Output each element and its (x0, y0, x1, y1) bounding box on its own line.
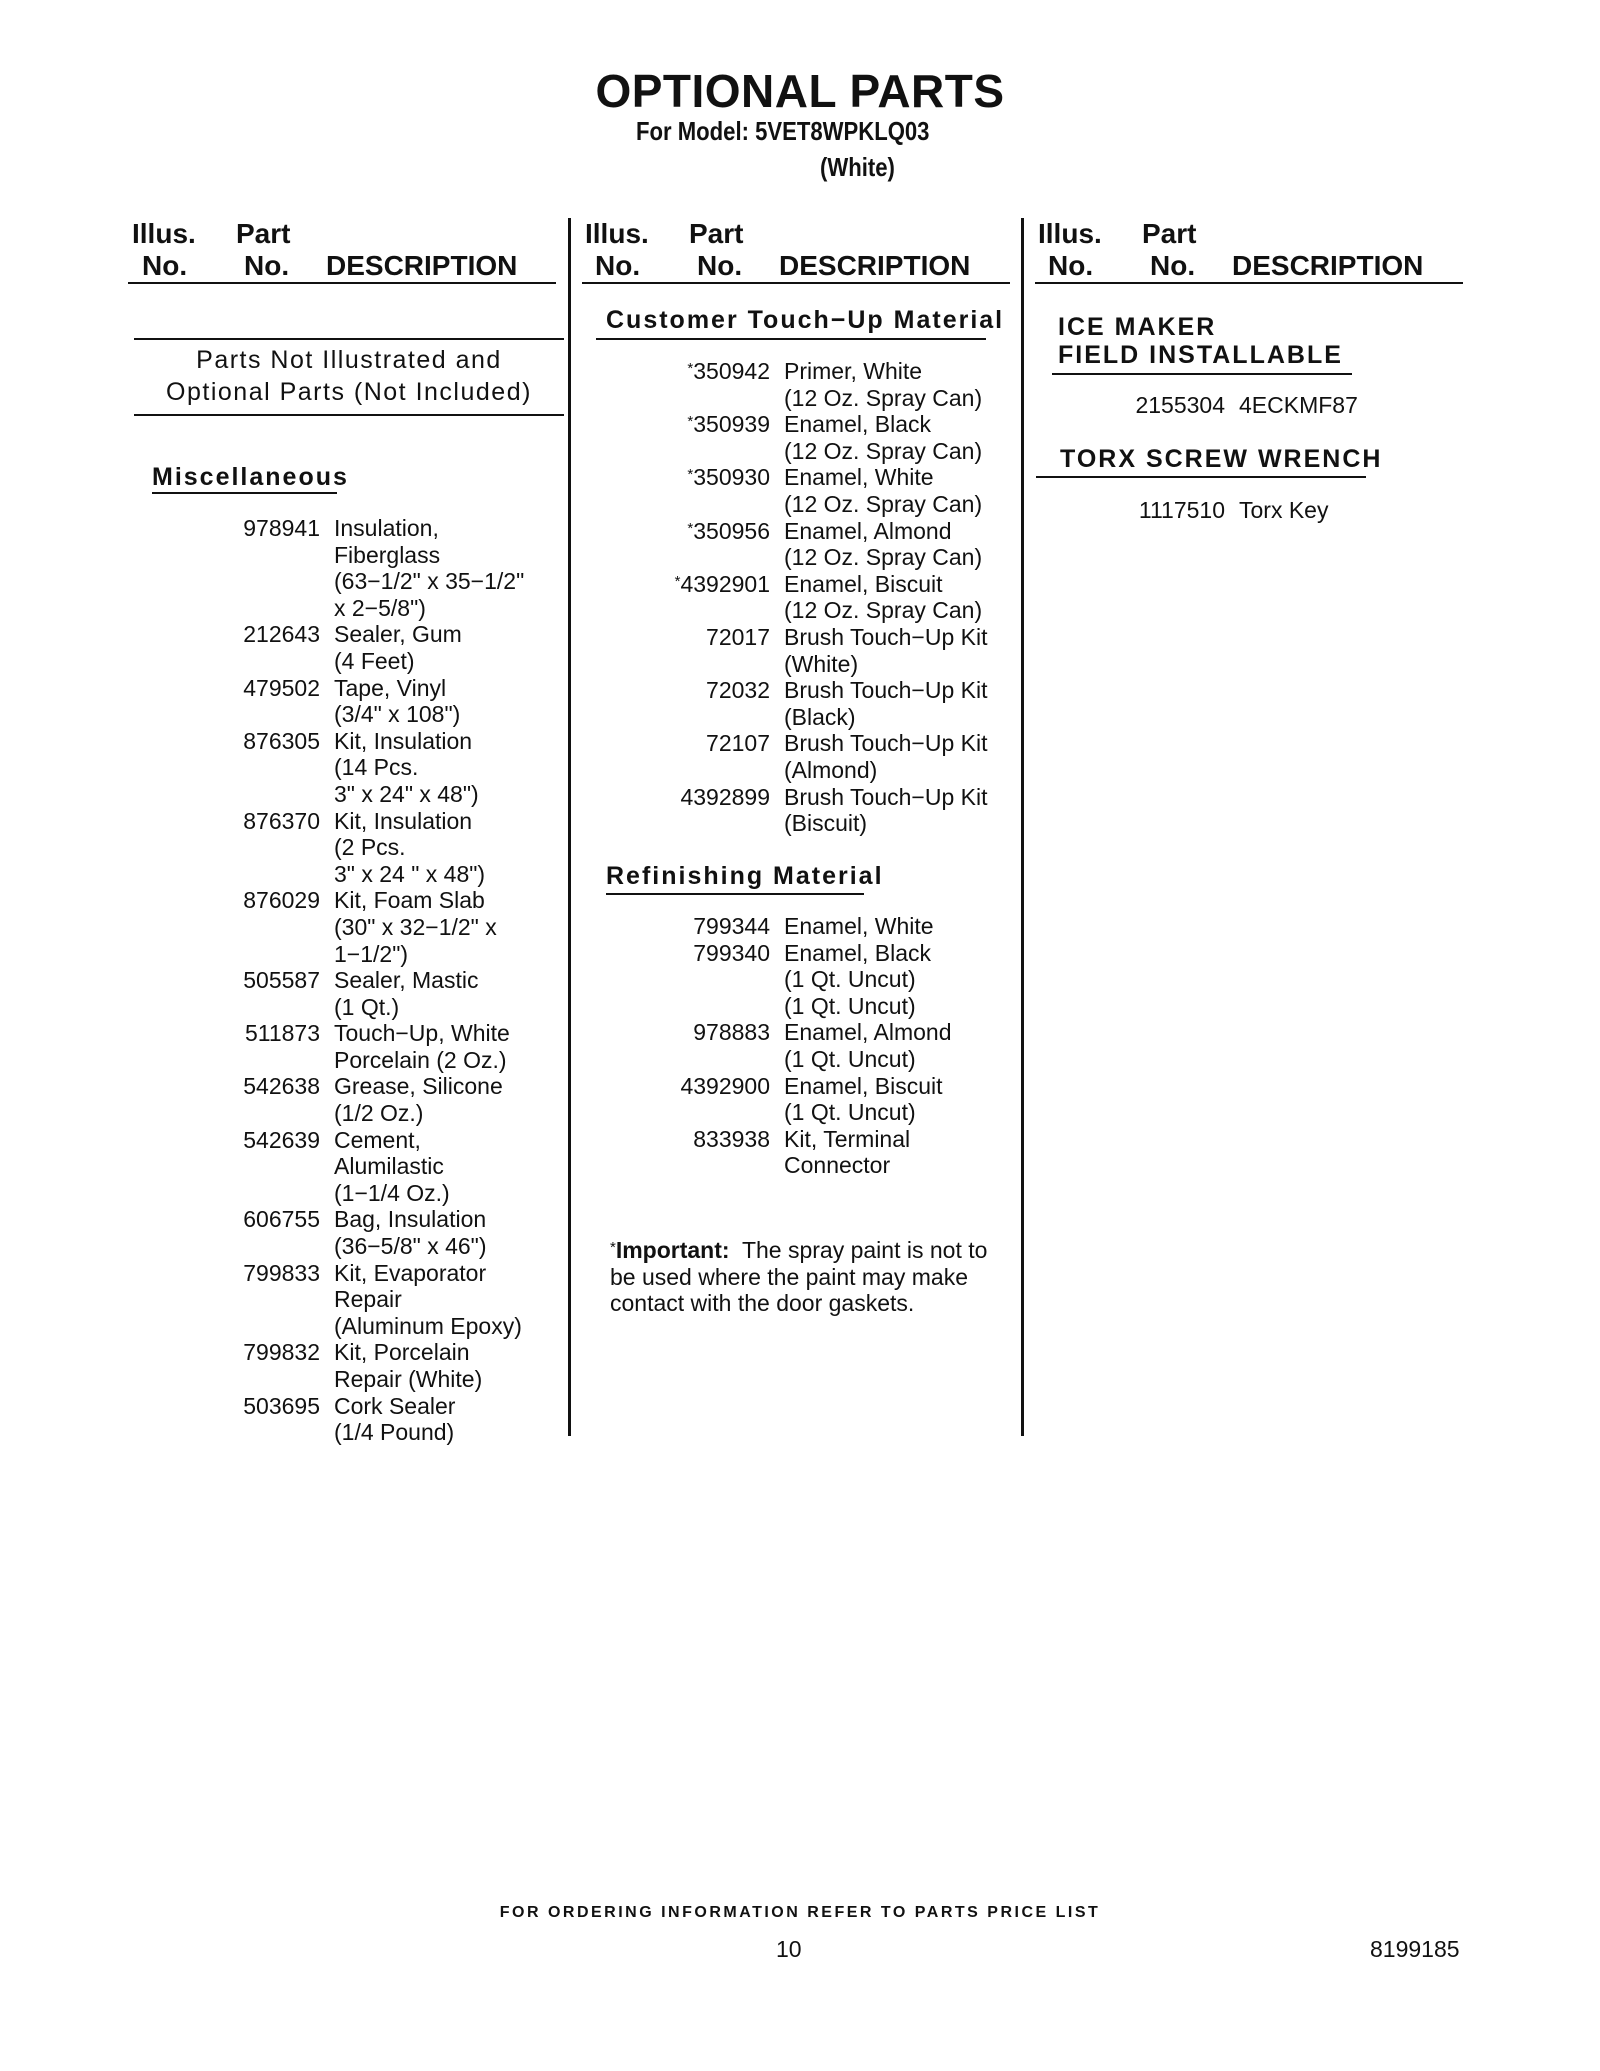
icemaker-title-line-1: ICE MAKER (1058, 313, 1217, 341)
part-row (200, 1073, 560, 1126)
part-number (640, 1073, 770, 1126)
refinish-parts-list (640, 913, 1020, 1179)
part-row (200, 887, 560, 967)
part-row (640, 1126, 1020, 1179)
part-row (640, 913, 1020, 940)
misc-section-underline (152, 492, 337, 494)
part-description: Brush Touch−Up Kit (Black) (784, 677, 988, 730)
part-description: Torx Key (1239, 497, 1329, 523)
part-number-text: 876305 (243, 727, 320, 754)
part-number-text: 212643 (243, 621, 320, 648)
part-number (200, 1206, 320, 1259)
part-number-text: 799344 (693, 913, 770, 939)
part-no-label: No. (697, 250, 743, 281)
part-description: Cork Sealer (1/4 Pound) (334, 1392, 456, 1446)
part-description: Brush Touch−Up Kit (Biscuit) (784, 783, 988, 837)
part-row (200, 675, 560, 728)
not-illustrated-heading (134, 344, 564, 408)
part-number-text: 799833 (243, 1259, 320, 1286)
part-description: Brush Touch−Up Kit (White) (784, 623, 988, 677)
box-top-rule (134, 338, 564, 340)
part-number-text: 4392901 (680, 570, 770, 597)
part-row (640, 358, 1020, 411)
part-number-text: 799340 (693, 939, 770, 966)
part-description: Kit, Insulation (14 Pcs. 3" x 24" x 48") (334, 727, 479, 807)
part-description: Enamel, Black (12 Oz. Spray Can) (784, 411, 983, 464)
part-number (640, 677, 770, 730)
part-description: Enamel, White (784, 913, 934, 939)
part-label: Part (236, 218, 291, 249)
part-description: Kit, Insulation (2 Pcs. 3" x 24 " x 48") (334, 807, 486, 887)
part-row (640, 1019, 1020, 1072)
part-number-text: 72032 (706, 677, 770, 704)
part-row (200, 808, 560, 888)
part-number (640, 730, 770, 783)
part-description: Enamel, Biscuit (12 Oz. Spray Can) (784, 570, 983, 624)
part-number-text: 72107 (706, 730, 770, 757)
part-number (200, 515, 320, 621)
illus-no-label: No. (142, 250, 188, 281)
asterisk-marker: * (674, 572, 681, 590)
part-number (640, 913, 770, 940)
part-number-text: 4392899 (680, 783, 770, 810)
part-row (640, 1073, 1020, 1126)
part-number (200, 1260, 320, 1340)
part-number-text: 4392900 (680, 1072, 770, 1099)
note-label: Important: (615, 1237, 730, 1263)
part-no-label: No. (244, 250, 290, 281)
part-number (640, 518, 770, 571)
part-description: Sealer, Mastic (1 Qt.) (334, 967, 479, 1020)
refinish-section-underline (606, 893, 864, 895)
icemaker-title-line-2: FIELD INSTALLABLE (1058, 341, 1343, 369)
part-number (200, 808, 320, 888)
note-asterisk: * (610, 1239, 616, 1256)
part-description: Kit, Evaporator Repair (Aluminum Epoxy) (334, 1259, 522, 1339)
part-row (640, 464, 1020, 517)
part-number (200, 1393, 320, 1446)
page-number: 10 (776, 1936, 802, 1962)
part-row (200, 621, 560, 674)
part-label: Part (689, 218, 744, 249)
misc-section-title: Miscellaneous (152, 463, 349, 491)
part-row (640, 571, 1020, 624)
part-row (640, 677, 1020, 730)
part-number (640, 358, 770, 411)
box-bottom-rule (134, 414, 564, 416)
part-row (640, 940, 1020, 1020)
page-title: OPTIONAL PARTS (595, 65, 1005, 117)
part-description: Bag, Insulation (36−5/8" x 46") (334, 1206, 487, 1260)
part-number (640, 784, 770, 837)
part-row (200, 728, 560, 808)
column-divider-2 (1021, 218, 1024, 1436)
part-description: Enamel, Almond (1 Qt. Uncut) (784, 1019, 952, 1072)
part-description: Touch−Up, White Porcelain (2 Oz.) (334, 1020, 510, 1073)
description-label: DESCRIPTION (326, 250, 518, 281)
part-row (640, 784, 1020, 837)
part-description: Enamel, Black (1 Qt. Uncut) (1 Qt. Uncut) (784, 939, 932, 1019)
part-number (640, 624, 770, 677)
part-description: Sealer, Gum (4 Feet) (334, 621, 462, 674)
part-number-text: 606755 (243, 1206, 320, 1233)
part-row (200, 1260, 560, 1340)
part-number: 2155304 (1135, 392, 1225, 418)
part-row (640, 624, 1020, 677)
icemaker-row (1080, 392, 1358, 419)
part-number-text: 503695 (243, 1392, 320, 1419)
torx-section-underline (1036, 476, 1366, 478)
part-description: Brush Touch−Up Kit (Almond) (784, 730, 988, 783)
part-number (200, 1339, 320, 1392)
part-number (200, 887, 320, 967)
part-number (200, 1073, 320, 1126)
part-row (640, 730, 1020, 783)
illus-label: Illus. (1038, 218, 1102, 249)
description-label: DESCRIPTION (779, 250, 971, 281)
torx-row (1080, 497, 1328, 524)
part-number (640, 1019, 770, 1072)
part-number: 1117510 (1138, 497, 1225, 523)
touchup-section-title: Customer Touch−Up Material (606, 306, 1005, 334)
part-row (200, 967, 560, 1020)
part-row (200, 515, 560, 621)
part-description: Kit, Foam Slab (30" x 32−1/2" x 1−1/2") (334, 887, 497, 967)
description-label: DESCRIPTION (1232, 250, 1424, 281)
part-description: Insulation, Fiberglass (63−1/2" x 35−1/2" x 2−5/8") (334, 515, 525, 621)
model-line: For Model: 5VET8WPKLQ03 (636, 116, 930, 146)
box-line-2: Optional Parts (Not Included) (166, 378, 532, 406)
document-number: 8199185 (1370, 1936, 1460, 1962)
part-number-text: 350942 (693, 358, 770, 384)
part-description: Cement, Alumilastic (1−1/4 Oz.) (334, 1126, 450, 1206)
part-number-text: 350939 (693, 411, 770, 438)
part-row (640, 518, 1020, 571)
icemaker-section-title (1058, 313, 1343, 369)
part-row (200, 1393, 560, 1446)
part-description: 4ECKMF87 (1239, 392, 1358, 418)
asterisk-marker: * (687, 360, 694, 377)
note-text: The spray paint is not to be used where the paint may make contact with the door gaskets. (610, 1237, 988, 1317)
header-rule-1 (128, 282, 556, 284)
part-number-text: 542638 (243, 1073, 320, 1100)
illus-no-label: No. (595, 250, 641, 281)
part-number-text: 978883 (693, 1019, 770, 1046)
misc-parts-list (200, 515, 560, 1446)
part-number (200, 675, 320, 728)
torx-section-title: TORX SCREW WRENCH (1060, 445, 1383, 473)
part-number-text: 799832 (243, 1339, 320, 1366)
part-description: Enamel, Biscuit (1 Qt. Uncut) (784, 1072, 943, 1126)
illus-label: Illus. (132, 218, 196, 249)
part-description: Kit, Porcelain Repair (White) (334, 1339, 483, 1392)
important-note (610, 1237, 1000, 1317)
asterisk-marker: * (687, 413, 694, 431)
part-description: Enamel, White (12 Oz. Spray Can) (784, 464, 983, 517)
part-description: Grease, Silicone (1/2 Oz.) (334, 1073, 503, 1127)
part-number-text: 72017 (706, 623, 770, 650)
part-row (640, 411, 1020, 464)
touchup-section-underline (596, 338, 986, 340)
part-number-text: 978941 (243, 515, 320, 541)
color-line: (White) (820, 152, 895, 182)
header-rule-2 (582, 282, 1010, 284)
part-number (640, 464, 770, 517)
part-label: Part (1142, 218, 1197, 249)
part-number (640, 1126, 770, 1179)
part-number (200, 967, 320, 1020)
icemaker-section-underline (1052, 373, 1352, 375)
ordering-info-footer: FOR ORDERING INFORMATION REFER TO PARTS PRICE LIST (499, 1904, 1101, 1921)
part-number-text: 350956 (693, 517, 770, 544)
header-rule-3 (1035, 282, 1463, 284)
part-description: Kit, Terminal Connector (784, 1125, 911, 1179)
part-number (200, 1127, 320, 1207)
part-description: Enamel, Almond (12 Oz. Spray Can) (784, 517, 983, 571)
part-row (200, 1339, 560, 1392)
part-number (200, 728, 320, 808)
part-row (200, 1206, 560, 1259)
column-divider-1 (568, 218, 571, 1436)
part-no-label: No. (1150, 250, 1196, 281)
part-number (640, 571, 770, 624)
refinish-section-title: Refinishing Material (606, 862, 884, 890)
part-row (200, 1127, 560, 1207)
part-number (640, 940, 770, 1020)
part-number-text: 876370 (243, 807, 320, 834)
part-row (200, 1020, 560, 1073)
part-number-text: 350930 (693, 464, 770, 491)
asterisk-marker: * (687, 519, 694, 537)
touchup-parts-list (640, 358, 1020, 837)
part-number-text: 833938 (693, 1125, 770, 1152)
part-number (200, 621, 320, 674)
part-number (200, 1020, 320, 1073)
part-number-text: 511873 (244, 1020, 320, 1047)
part-description: Primer, White (12 Oz. Spray Can) (784, 358, 983, 411)
box-line-1: Parts Not Illustrated and (196, 346, 502, 374)
illus-label: Illus. (585, 218, 649, 249)
part-description: Tape, Vinyl (3/4" x 108") (334, 674, 461, 728)
illus-no-label: No. (1048, 250, 1094, 281)
part-number (640, 411, 770, 464)
asterisk-marker: * (687, 466, 694, 484)
part-number-text: 479502 (243, 674, 320, 701)
part-number-text: 876029 (243, 887, 320, 914)
part-number-text: 505587 (243, 967, 320, 994)
part-number-text: 542639 (243, 1126, 320, 1153)
